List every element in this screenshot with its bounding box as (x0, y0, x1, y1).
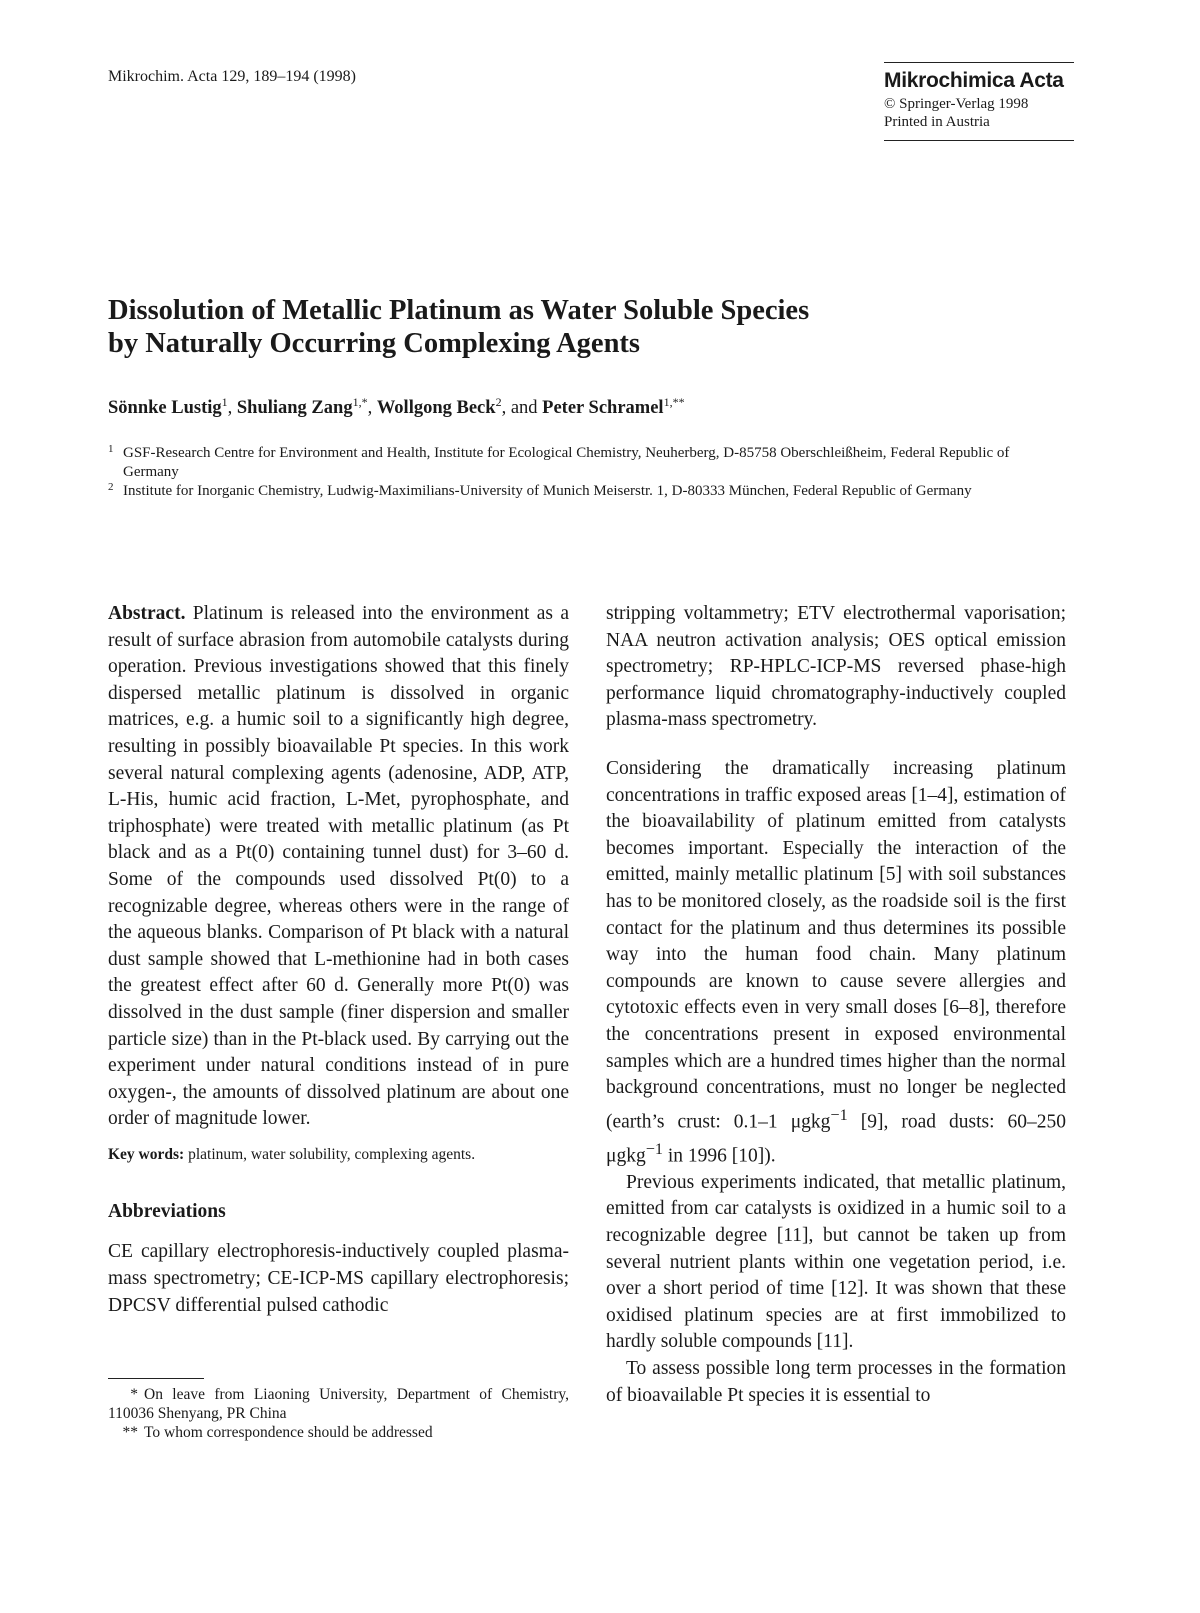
masthead-bottom-rule (884, 140, 1074, 141)
author-name: Sönnke Lustig (108, 398, 222, 418)
intro-text: in 1996 [10]). (663, 1145, 776, 1167)
author-list (108, 394, 685, 419)
author-affiliation-mark: 1,** (663, 394, 685, 409)
printed-in-line: Printed in Austria (884, 114, 990, 130)
footnote-mark: * (130, 1386, 138, 1403)
title-line-1: Dissolution of Metallic Platinum as Water Soluble Species (108, 295, 810, 326)
affiliation-text: Institute for Inorganic Chemistry, Ludwig-Maximilians-University of Munich Meiserstr. 1, D-80333 München, Federal Republic of Germany (123, 483, 972, 499)
abbreviations-heading: Abbreviations (108, 1200, 226, 1222)
keywords-line (108, 1145, 569, 1165)
footnote (108, 1385, 569, 1423)
author-name: Wollgong Beck (376, 398, 496, 418)
copyright-line: © Springer-Verlag 1998 (884, 96, 1029, 112)
unit-exponent: −1 (645, 1139, 664, 1158)
author-separator: , (367, 398, 377, 418)
author-name: Peter Schramel (542, 398, 664, 418)
footnote-mark: ** (122, 1424, 138, 1441)
author-separator: , and (501, 398, 543, 418)
intro-text: Considering the dramatically increasing platinum concentrations in traffic exposed areas [1–4], estimation of the bioavailability of platinum emitted from catalysts becomes important. Especially the interaction of the emitted, mainly metallic platinum [5] with soil substances has to be monitored closely, as the roadside soil is the first contact for the platinum and thus determines its possible way into the human food chain. Many platinum compounds are known to cause severe allergies and cytotoxic effects even in very small doses [6–8], therefore the concentrations present in exposed environmental samples which are a hundred times higher than the normal background concentrations, must no longer be neglected (earth’s crust: 0.1–1 μgkg (606, 757, 1066, 1133)
affiliation-number: 2 (108, 481, 114, 493)
footnote-text: To whom correspondence should be addressed (144, 1424, 433, 1441)
abbreviations-text-left: CE capillary electrophoresis-inductively coupled plasma-mass spectrometry; CE-ICP-MS capillary electrophoresis; DPCSV differential pulsed cathodic (108, 1241, 569, 1316)
right-column (606, 601, 1066, 1409)
masthead-top-rule (884, 62, 1074, 63)
left-column (108, 601, 569, 1319)
author-name: Shuliang Zang (236, 398, 353, 418)
author-affiliation-mark: 1,* (352, 394, 368, 409)
author-affiliation-mark: 1 (221, 394, 228, 409)
affiliation-text: GSF-Research Centre for Environment and Health, Institute for Ecological Chemistry, Neuherberg, D-85758 Oberschleißheim, Federal Republic of Germany (123, 445, 1010, 480)
journal-reference: Mikrochim. Acta 129, 189–194 (1998) (108, 68, 356, 85)
intro-paragraph-2: Previous experiments indicated, that metallic platinum, emitted from car catalysts is oxidized in a humic soil to a recognizable degree [11], but cannot be taken up from several nutrient plants within one vegetation period, i.e. over a short period of time [12]. It was shown that these oxidised platinum species are at first immobilized to hardly soluble compounds [11]. (606, 1171, 1066, 1353)
title-line-2: by Naturally Occurring Complexing Agents (108, 328, 640, 359)
abstract-text: Platinum is released into the environment as a result of surface abrasion from automobile catalysts during operation. Previous investigations showed that this finely dispersed metallic platinum is dissolved in organic matrices, e.g. a humic soil to a significantly high degree, resulting in possibly bioavailable Pt species. In this work several natural complexing agents (adenosine, ADP, ATP, L-His, humic acid fraction, L-Met, pyrophosphate, and triphosphate) were treated with metallic platinum (as Pt black and as a Pt(0) containing tunnel dust) for 3–60 d. Some of the compounds used dissolved Pt(0) to a recognizable degree, whereas others were in the range of the aqueous blanks. Comparison of Pt black with a natural dust sample showed that L-methionine had in both cases the greatest effect after 60 d. Generally more Pt(0) was dissolved in the dust sample (finer dispersion and smaller particle size) than in the Pt-black used. By carrying out the experiment under natural conditions instead of in pure oxygen-, the amounts of dissolved platinum are about one order of magnitude lower. (108, 603, 569, 1130)
intro-text: [9], road dusts: 60–250 μgkg (606, 1111, 1067, 1167)
affiliation-2 (108, 482, 1068, 501)
intro-paragraph-1 (606, 756, 1066, 1170)
abstract-paragraph (108, 601, 569, 1133)
footnote (108, 1423, 569, 1442)
unit-exponent: −1 (830, 1105, 848, 1124)
footnotes (108, 1385, 569, 1442)
abbreviations-text-right: stripping voltammetry; ETV electrothermal vaporisation; NAA neutron activation analysis; OES optical emission spectrometry; RP-HPLC-ICP-MS reversed phase-high performance liquid chromatography-inductively coupled plasma-mass spectrometry. (606, 603, 1066, 731)
keywords-label: Key words: (108, 1145, 185, 1163)
abstract-label: Abstract. (108, 603, 186, 624)
footnote-text: On leave from Liaoning University, Department of Chemistry, 110036 Shenyang, PR China (108, 1386, 569, 1422)
keywords-text: platinum, water solubility, complexing agents. (188, 1145, 476, 1163)
paper-title (108, 294, 1008, 360)
affiliation-number: 1 (108, 443, 114, 455)
journal-name: Mikrochimica Acta (884, 69, 1064, 92)
author-separator: , (227, 398, 237, 418)
author-affiliation-mark: 2 (495, 394, 502, 409)
footnote-rule (108, 1378, 204, 1379)
intro-paragraph-3: To assess possible long term processes in the formation of bioavailable Pt species it is essential to (606, 1358, 1066, 1406)
affiliation-1 (108, 444, 1068, 482)
